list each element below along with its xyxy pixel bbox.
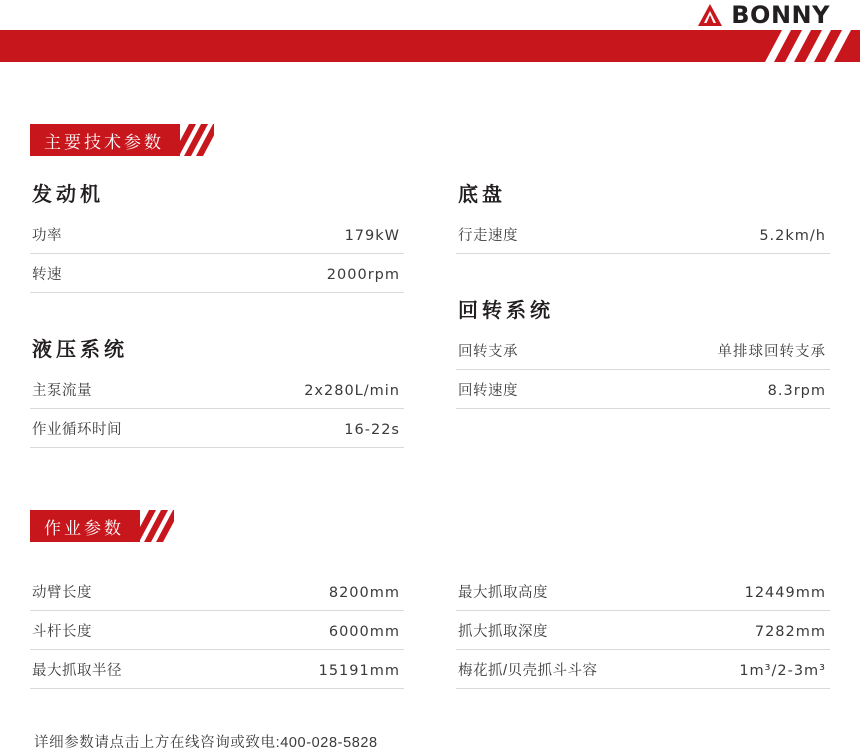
spec-value: 15191mm: [318, 663, 400, 679]
page-content: [0, 62, 860, 752]
table-row: [456, 650, 830, 689]
table-row: [30, 650, 404, 689]
spec-value: 2x280L/min: [304, 383, 400, 399]
main-specs-right-column: [456, 178, 830, 448]
spec-label: 作业循环时间: [32, 422, 122, 438]
spec-label: 动臂长度: [32, 585, 92, 601]
brand-logo: [697, 0, 830, 30]
section-banner-label: 作业参数: [30, 510, 140, 542]
spec-label: 回转速度: [458, 383, 518, 399]
work-specs-grid: [30, 572, 830, 689]
group-title-hydraulic-system: 液压系统: [32, 339, 128, 361]
table-row: [30, 409, 404, 448]
spec-label: 抓大抓取深度: [458, 624, 548, 640]
spec-value: 16-22s: [344, 422, 400, 438]
table-row: [456, 370, 830, 409]
spec-value: 8.3rpm: [767, 383, 826, 399]
banner-stripe-decoration: [180, 124, 214, 156]
spec-value: 单排球回转支承: [717, 344, 826, 360]
spec-value: 1m³/2-3m³: [739, 663, 826, 679]
spec-label: 斗杆长度: [32, 624, 92, 640]
section-banner-label: 主要技术参数: [30, 124, 180, 156]
section-banner-work-specs: [30, 510, 140, 542]
spec-label: 最大抓取高度: [458, 585, 548, 601]
spec-value: 7282mm: [754, 624, 826, 640]
spec-value: 12449mm: [744, 585, 826, 601]
work-specs-left-column: [30, 572, 404, 689]
table-row: [30, 572, 404, 611]
group-title-swing-system: 回转系统: [458, 300, 554, 322]
table-row: [30, 215, 404, 254]
group-title-chassis: 底盘: [458, 184, 506, 206]
table-row: [456, 611, 830, 650]
table-row: [30, 370, 404, 409]
spec-label: 行走速度: [458, 228, 518, 244]
spec-label: 转速: [32, 267, 62, 283]
table-row: [456, 215, 830, 254]
bonny-triangle-icon: [697, 3, 723, 27]
brand-name: BONNY: [731, 1, 830, 29]
spec-label: 最大抓取半径: [32, 663, 122, 679]
table-row: [456, 572, 830, 611]
section-banner-main-specs: [30, 124, 180, 156]
spec-label: 回转支承: [458, 344, 518, 360]
spec-value: 5.2km/h: [759, 228, 826, 244]
header-stripe-decoration: [736, 30, 846, 62]
spec-label: 功率: [32, 228, 62, 244]
header-red-band: [0, 30, 860, 62]
spec-value: 179kW: [344, 228, 400, 244]
group-title-engine: 发动机: [32, 184, 104, 206]
main-specs-left-column: [30, 178, 404, 448]
main-specs-grid: [30, 178, 830, 448]
spec-label: 主泵流量: [32, 383, 92, 399]
spec-value: 6000mm: [328, 624, 400, 640]
spec-label: 梅花抓/贝壳抓斗斗容: [458, 663, 598, 679]
table-row: [30, 254, 404, 293]
work-specs-right-column: [456, 572, 830, 689]
banner-stripe-decoration: [140, 510, 174, 542]
page-header: [0, 0, 860, 62]
spec-value: 8200mm: [328, 585, 400, 601]
footer-contact-note: 详细参数请点击上方在线咨询或致电:400-028-5828: [34, 735, 378, 751]
spec-value: 2000rpm: [326, 267, 400, 283]
table-row: [30, 611, 404, 650]
table-row: [456, 331, 830, 370]
